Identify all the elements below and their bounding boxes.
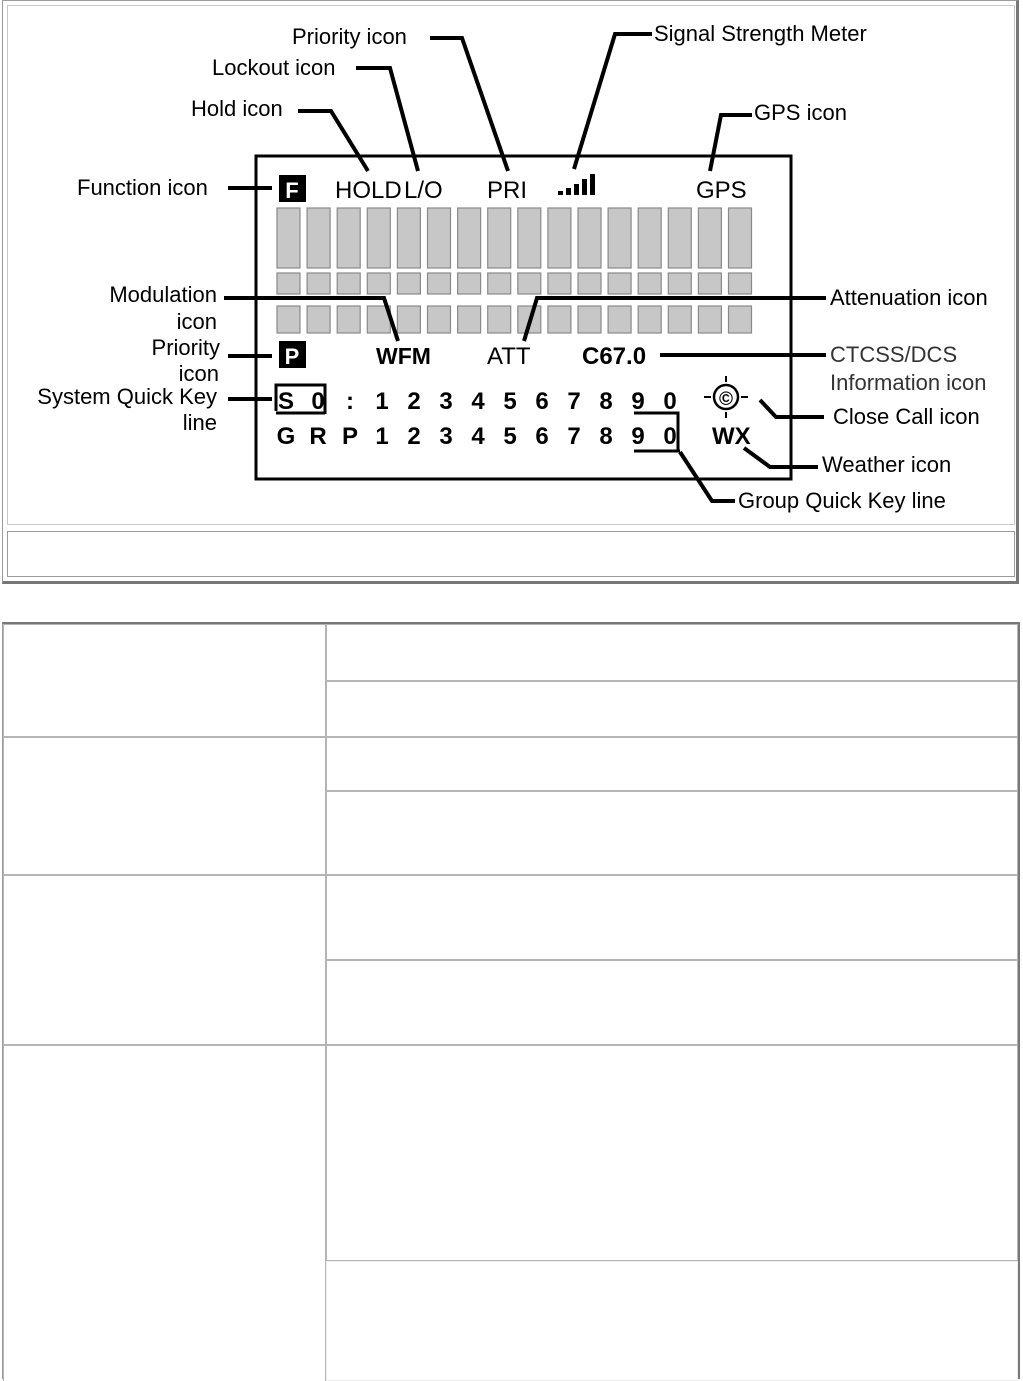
table-row-3-label-cell — [3, 875, 326, 1045]
group-key-char: G — [276, 423, 296, 450]
gps-icon: GPS — [696, 177, 747, 204]
system-key-char: 1 — [375, 388, 389, 415]
system-key-char: 8 — [599, 388, 613, 415]
label-attenuation-icon: Attenuation icon — [830, 285, 988, 310]
function-icon-letter: F — [285, 178, 299, 203]
table-row-2a-cell — [326, 737, 1018, 791]
description-table — [2, 622, 1020, 1379]
hold-icon: HOLD — [335, 177, 402, 204]
table-row-3a-cell — [326, 875, 1018, 960]
group-key-char: 8 — [599, 423, 613, 450]
system-key-char: 4 — [471, 388, 485, 415]
label-lockout-icon: Lockout icon — [212, 55, 336, 80]
label-gps-icon: GPS icon — [754, 100, 847, 125]
group-key-char: 3 — [439, 423, 453, 450]
system-key-char: 6 — [535, 388, 549, 415]
system-key-char: 5 — [503, 388, 517, 415]
modulation-icon: WFM — [376, 343, 431, 369]
label-modulation-2: icon — [176, 309, 217, 334]
group-key-char: 0 — [663, 423, 677, 450]
weather-icon: WX — [712, 423, 751, 450]
lcd-diagram — [0, 0, 1023, 590]
group-key-char: R — [309, 423, 327, 450]
system-quick-key-line — [278, 388, 677, 415]
group-quick-key-line — [277, 423, 677, 450]
priority-p-letter: P — [284, 344, 300, 369]
group-key-char: 2 — [407, 423, 421, 450]
table-row-1b-cell — [326, 681, 1018, 737]
system-key-char: 2 — [407, 388, 421, 415]
table-row-2-label-cell — [3, 737, 326, 875]
group-key-char: 1 — [375, 423, 389, 450]
table-row-3b-cell — [326, 960, 1018, 1045]
label-modulation-1: Modulation — [109, 282, 217, 307]
table-row-1a-cell — [326, 624, 1018, 681]
label-function-icon: Function icon — [77, 175, 208, 200]
system-key-char: 3 — [439, 388, 453, 415]
label-system-key-1: System Quick Key — [37, 384, 217, 409]
table-row-4b-cell — [326, 1261, 1018, 1381]
signal-strength-meter — [558, 174, 595, 195]
label-hold-icon: Hold icon — [191, 96, 283, 121]
system-key-char: S — [277, 388, 295, 415]
table-row-2b-cell — [326, 791, 1018, 875]
system-key-char: 0 — [311, 388, 325, 415]
system-key-char: 9 — [631, 388, 645, 415]
label-ctcss-2: Information icon — [830, 370, 987, 395]
table-row-4-label-cell — [3, 1045, 326, 1381]
segment-grid — [277, 208, 752, 333]
system-key-char: 0 — [663, 388, 677, 415]
label-priority-left-2: icon — [178, 361, 219, 386]
group-key-char: 9 — [631, 423, 645, 450]
group-key-char: P — [341, 423, 359, 450]
attenuation-icon: ATT — [487, 343, 531, 370]
system-key-char: : — [346, 388, 354, 415]
group-key-char: 5 — [503, 423, 517, 450]
label-ctcss-1: CTCSS/DCS — [830, 342, 958, 367]
label-group-key-line: Group Quick Key line — [738, 488, 946, 513]
table-row-1-label-cell — [3, 624, 326, 737]
close-call-icon — [704, 376, 748, 418]
table-row-4a-cell — [326, 1045, 1018, 1261]
label-signal-meter: Signal Strength Meter — [654, 21, 867, 46]
label-close-call-icon: Close Call icon — [833, 404, 980, 429]
group-key-char: 7 — [567, 423, 581, 450]
group-key-char: 4 — [471, 423, 485, 450]
ctcss-dcs-icon: C67.0 — [582, 343, 647, 370]
group-key-char: 6 — [535, 423, 549, 450]
close-call-symbol: © — [719, 389, 733, 410]
label-weather-icon: Weather icon — [822, 452, 952, 477]
label-priority-left-1: Priority — [151, 335, 220, 360]
lockout-icon: L/O — [404, 177, 443, 204]
system-key-char: 7 — [567, 388, 581, 415]
priority-icon: PRI — [487, 177, 528, 204]
label-system-key-2: line — [182, 410, 217, 435]
label-priority-icon: Priority icon — [292, 24, 407, 49]
